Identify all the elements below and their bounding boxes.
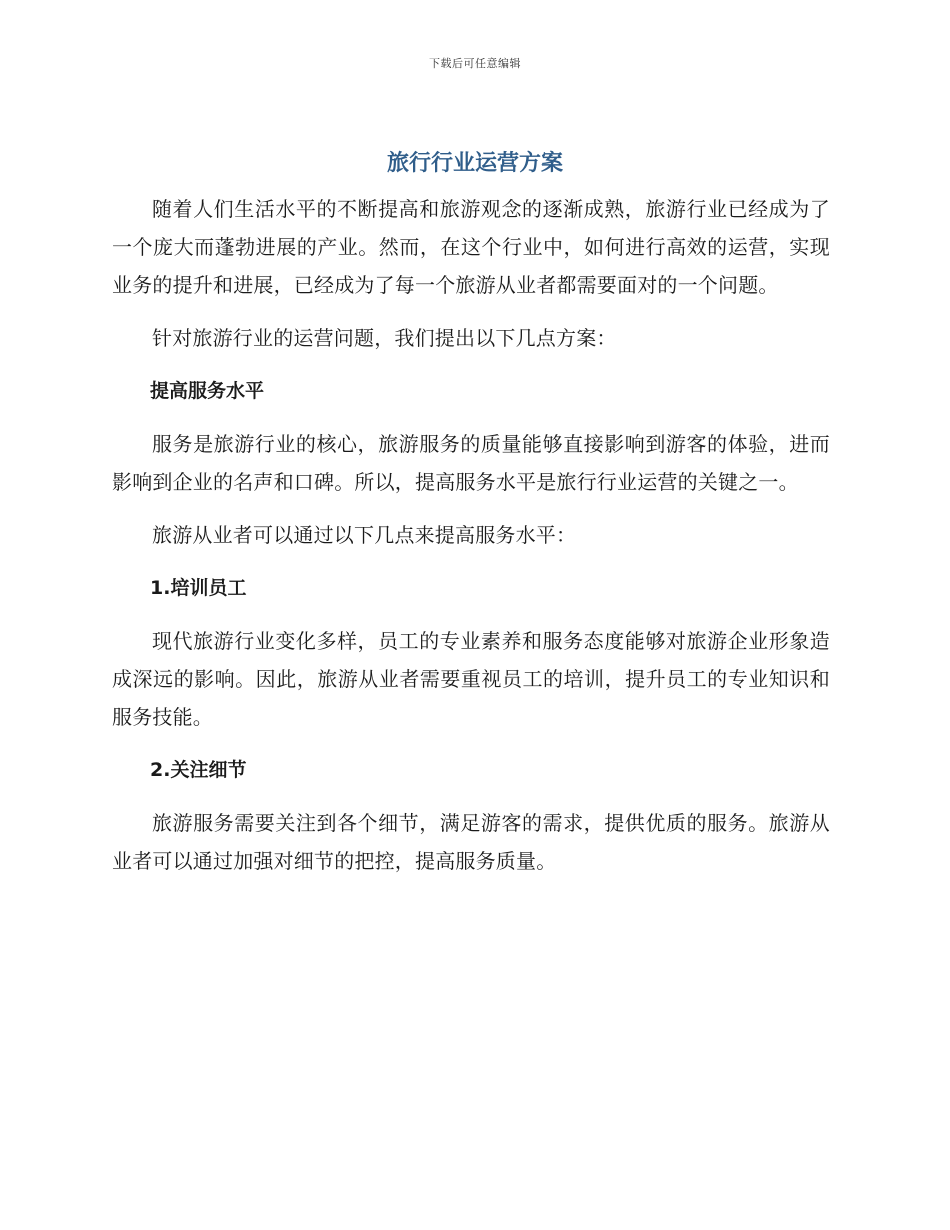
service-paragraph: 服务是旅游行业的核心，旅游服务的质量能够直接影响到游客的体验，进而影响到企业的名声和口碑。所以，提高服务水平是旅行行业运营的关键之一。: [112, 432, 830, 494]
intro-paragraph: 随着人们生活水平的不断提高和旅游观念的逐渐成熟，旅游行业已经成为了一个庞大而蓬勃进展的产业。然而，在这个行业中，如何进行高效的运营，实现业务的提升和进展，已经成为了每一个旅游从业者都需要面对的一个问题。: [112, 197, 830, 297]
header-note: 下载后可任意编辑: [429, 57, 521, 70]
subheading-details: 2.关注细节: [150, 759, 247, 781]
details-paragraph: 旅游服务需要关注到各个细节，满足游客的需求，提供优质的服务。旅游从业者可以通过加强对细节的把控，提高服务质量。: [112, 811, 830, 873]
document-body: [112, 190, 830, 895]
section-heading-service: 提高服务水平: [150, 380, 265, 402]
subheading-training: 1.培训员工: [150, 577, 247, 599]
service-methods-paragraph: 旅游从业者可以通过以下几点来提高服务水平：: [152, 523, 577, 547]
training-paragraph: 现代旅游行业变化多样，员工的专业素养和服务态度能够对旅游企业形象造成深远的影响。因此，旅游从业者需要重视员工的培训，提升员工的专业知识和服务技能。: [112, 629, 830, 729]
document-title: 旅行行业运营方案: [386, 151, 563, 176]
proposal-intro-paragraph: 针对旅游行业的运营问题，我们提出以下几点方案：: [152, 326, 617, 350]
